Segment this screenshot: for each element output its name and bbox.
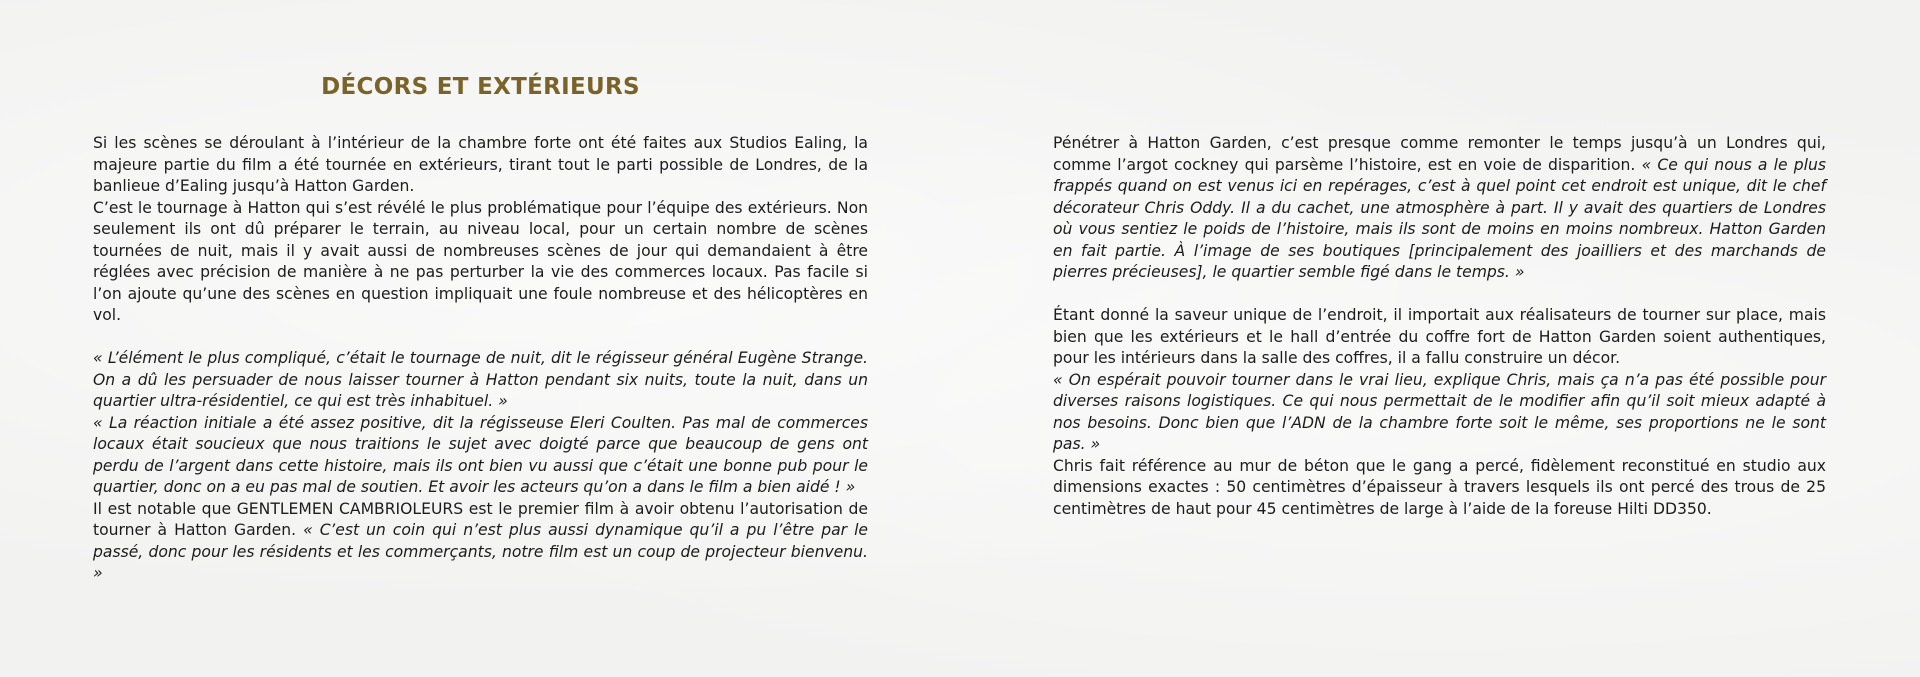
left-paragraph-hatton: C’est le tournage à Hatton qui s’est révélé le plus problématique pour l’équipe des extérieurs. Non seulement ils ont dû préparer le terrain, au niveau local, pour un certain nombre de scènes tournées de nuit, mais il y avait aussi de nombreuses scènes de jour qui demandaient à être réglées avec précision de manière à ne pas perturber la vie des commerces locaux. Pas facile si l’on ajoute qu’une des scènes en question impliquait une foule nombreuse et des hélicoptères en vol. bbox=[93, 198, 868, 324]
left-paragraph-authorisation bbox=[93, 499, 868, 585]
paragraph-gap bbox=[1053, 284, 1826, 306]
right-paragraph-decor: Étant donné la saveur unique de l’endroit, il importait aux réalisateurs de tourner sur place, mais bien que les extérieurs et le hall d’entrée du coffre fort de Hatton Garden soient authentiques, pour les intérieurs dans la salle des coffres, il a fallu construire un décor. bbox=[1053, 306, 1826, 367]
left-quote-residents: « C’est un coin qui n’est plus aussi dynamique qu’il a pu l’être par le passé, donc pour les résidents et les commerçants, notre film est un coup de projecteur bienvenu. » bbox=[93, 521, 868, 582]
left-paragraph-intro: Si les scènes se déroulant à l’intérieur de la chambre forte ont été faites aux Studios Ealing, la majeure partie du film a été tournée en extérieurs, tirant tout le parti possible de Londres, de la banlieue d’Ealing jusqu’à Hatton Garden. bbox=[93, 134, 868, 195]
right-quote-chris: « On espérait pouvoir tourner dans le vrai lieu, explique Chris, mais ça n’a pas été possible pour diverses raisons logistiques. Ce qui nous permettait de le modifier afin qu’il soit mieux adapté à nos besoins. Donc bien que l’ADN de la chambre forte soit le même, ses proportions ne le sont pas. » bbox=[1053, 370, 1826, 453]
right-text-block bbox=[1053, 133, 1826, 520]
left-text-block bbox=[93, 133, 868, 585]
left-quote-eugene: « L’élément le plus compliqué, c’était le tournage de nuit, dit le régisseur général Eugène Strange. On a dû les persuader de nous laisser tourner à Hatton pendant six nuits, toute la nuit, dans un quartier ultra-résidentiel, ce qui est très inhabituel. » bbox=[93, 349, 868, 410]
paragraph-gap bbox=[93, 327, 868, 349]
left-paragraph-authorisation-text: Il est notable que GENTLEMEN CAMBRIOLEURS est le premier film à avoir obtenu l’autorisation de tourner à Hatton Garden. bbox=[93, 499, 868, 539]
right-paragraph-wall: Chris fait référence au mur de béton que le gang a percé, fidèlement reconstitué en studio aux dimensions exactes : 50 centimètres d’épaisseur à travers lesquels ils ont percé des trous de 25 centimètres de haut pour 45 centimètres de large à l’aide de la foreuse Hilti DD350. bbox=[1053, 456, 1826, 518]
right-paragraph-hatton-garden bbox=[1053, 133, 1826, 284]
section-title: DÉCORS ET EXTÉRIEURS bbox=[321, 74, 640, 100]
right-paragraph-hatton-garden-text: Pénétrer à Hatton Garden, c’est presque comme remonter le temps jusqu’à un Londres qui, comme l’argot cockney qui parsème l’histoire, est en voie de disparition. bbox=[1053, 134, 1826, 174]
right-quote-chris-oddy: « Ce qui nous a le plus frappés quand on est venus ici en repérages, c’est à quel point cet endroit est unique, dit le chef décorateur Chris Oddy. Il a du cachet, une atmosphère à part. Il y avait des quartiers de Londres où vous sentiez le poids de l’histoire, mais ils sont de moins en moins nombreux. Hatton Garden en fait partie. À l’image de ses boutiques [principalement des joailliers et des marchands de pierres précieuses], le quartier semble figé dans le temps. » bbox=[1053, 155, 1826, 281]
left-quote-eleri: « La réaction initiale a été assez positive, dit la régisseuse Eleri Coulten. Pas mal de commerces locaux était soucieux que nous traitions le sujet avec doigté parce que beaucoup de gens ont perdu de l’argent dans cette histoire, mais ils ont bien vu aussi que c’était une bonne pub pour le quartier, donc on a eu pas mal de soutien. Et avoir les acteurs qu’on a dans le film a bien aidé ! » bbox=[93, 413, 868, 496]
